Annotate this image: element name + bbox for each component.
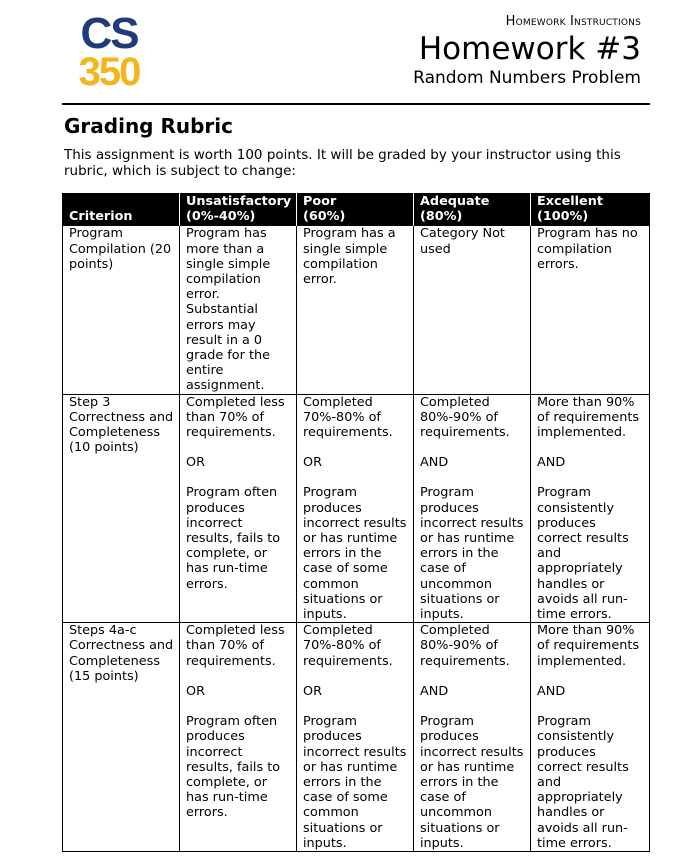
table-row — [63, 623, 650, 852]
rubric-cell: Completed 80%-90% of requirements. AND Program produces incorrect results or has runtime errors in the case of uncommon situations or inputs. — [414, 623, 531, 852]
intro-paragraph: This assignment is worth 100 points. It will be graded by your instructor using this rubric, which is subject to change: — [64, 147, 621, 179]
header-adequate: Adequate (80%) — [414, 193, 531, 226]
rubric-cell: Program has more than a single simple compilation error. Substantial errors may result in a 0 grade for the entire assignment. — [180, 226, 297, 394]
rubric-cell: Program has a single simple compilation error. — [297, 226, 414, 394]
header-kicker: Homework Instructions — [505, 14, 641, 29]
criterion-cell: Program Compilation (20 points) — [63, 226, 180, 394]
rubric-cell: Completed less than 70% of requirements. OR Program often produces incorrect results, fails to complete, or has run-time errors. — [180, 394, 297, 623]
rubric-header-row — [63, 193, 650, 226]
header-divider — [62, 103, 650, 105]
document-header — [413, 14, 641, 88]
header-criterion: Criterion — [63, 193, 180, 226]
rubric-cell: Completed 70%-80% of requirements. OR Program produces incorrect results or has runtime errors in the case of some common situations or inputs. — [297, 623, 414, 852]
rubric-cell: More than 90% of requirements implemented. AND Program consistently produces correct results and appropriately handles or avoids all run-time errors. — [531, 394, 650, 623]
table-row — [63, 394, 650, 623]
rubric-cell: More than 90% of requirements implemented. AND Program consistently produces correct results and appropriately handles or avoids all run-time errors. — [531, 623, 650, 852]
header-unsatisfactory: Unsatisfactory (0%-40%) — [180, 193, 297, 226]
rubric-cell: Completed less than 70% of requirements. OR Program often produces incorrect results, fails to complete, or has run-time errors. — [180, 623, 297, 852]
table-row — [63, 226, 650, 394]
logo-cs: CS — [80, 9, 138, 58]
rubric-cell: Completed 70%-80% of requirements. OR Program produces incorrect results or has runtime errors in the case of some common situations or inputs. — [297, 394, 414, 623]
rubric-cell: Completed 80%-90% of requirements. AND Program produces incorrect results or has runtime errors in the case of uncommon situations or inputs. — [414, 394, 531, 623]
header-excellent: Excellent (100%) — [531, 193, 650, 226]
document-title: Homework #3 — [418, 31, 641, 67]
grading-rubric-table — [62, 193, 650, 852]
section-title: Grading Rubric — [64, 114, 233, 138]
document-subtitle: Random Numbers Problem — [413, 68, 641, 88]
header-poor: Poor (60%) — [297, 193, 414, 226]
criterion-cell: Steps 4a-c Correctness and Completeness (15 points) — [63, 623, 180, 852]
course-logo — [64, 9, 154, 94]
logo-number: 350 — [78, 49, 140, 94]
rubric-cell: Category Not used — [414, 226, 531, 394]
rubric-cell: Program has no compilation errors. — [531, 226, 650, 394]
criterion-cell: Step 3 Correctness and Completeness (10 points) — [63, 394, 180, 623]
